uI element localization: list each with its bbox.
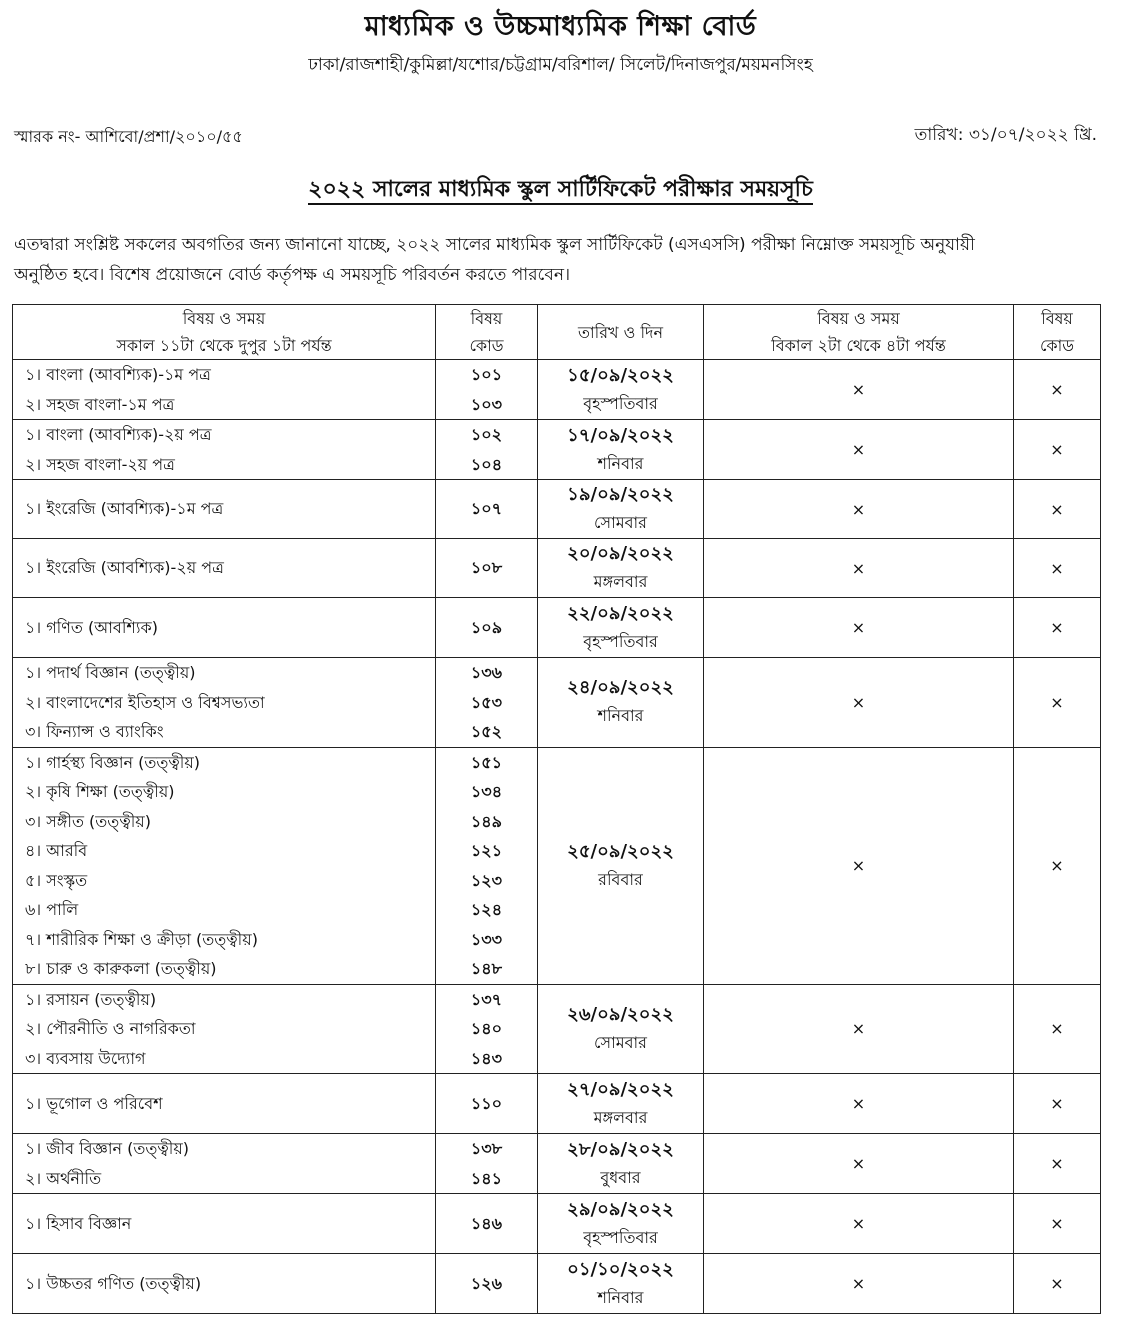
exam-date: ১৫/০৯/২০২২ (567, 364, 674, 386)
afternoon-subject-cell: × (704, 420, 1014, 480)
morning-subject-cell (13, 658, 436, 748)
document-title-text: ২০২২ সালের মাধ্যমিক স্কুল সার্টিফিকেট পরীক্ষার সময়সূচি (308, 177, 813, 205)
subject-line: ১। উচ্চতর গণিত (তত্ত্বীয়) (25, 1273, 202, 1293)
notice-paragraph (14, 230, 1104, 290)
afternoon-subject-cell: × (704, 1134, 1014, 1194)
subject-line: ১। গার্হস্থ্য বিজ্ঞান (তত্ত্বীয়) (25, 752, 200, 772)
subject-line: ৫। সংস্কৃত (25, 870, 88, 890)
afternoon-code-cell: × (1014, 984, 1101, 1074)
subject-code-cell (436, 480, 538, 539)
header-afternoon-code-l2: কোড (1039, 336, 1075, 355)
subject-code: ১৪৬ (470, 1213, 503, 1233)
date-day-cell (538, 1194, 704, 1254)
subject-code: ১৪৩ (470, 1048, 503, 1068)
header-date-day-text: তারিখ ও দিন (577, 322, 663, 342)
table-body (13, 360, 1101, 1314)
table-row (13, 420, 1101, 480)
header-date-day (538, 305, 704, 360)
subject-line: ১। জীব বিজ্ঞান (তত্ত্বীয়) (25, 1139, 190, 1158)
afternoon-code-cell: × (1014, 747, 1101, 984)
exam-date: ২৪/০৯/২০২২ (567, 677, 674, 699)
date-day-cell (538, 539, 704, 598)
table-row (13, 747, 1101, 984)
subject-code: ১৪৯ (470, 811, 503, 831)
date-day-cell (538, 1074, 704, 1134)
subject-line: ১। বাংলা (আবশ্যিক)-২য় পত্র (25, 425, 212, 444)
notice-line-1: এতদ্বারা সংশ্লিষ্ট সকলের অবগতির জন্য জানানো যাচ্ছে, ২০২২ সালের মাধ্যমিক স্কুল সার্টিফিকেট (এসএসসি) পরীক্ষা নিম্নোক্ত সময়সূচি অনুযায়ী (14, 235, 975, 255)
exam-day: বৃহস্পতিবার (583, 1227, 658, 1247)
header-afternoon-code (1014, 305, 1101, 360)
subject-code: ১০৮ (470, 558, 503, 578)
date-day-cell (538, 1134, 704, 1194)
morning-subject-cell (13, 984, 436, 1074)
table-row (13, 539, 1101, 598)
header-subject-code (436, 305, 538, 360)
afternoon-subject-cell: × (704, 984, 1014, 1074)
morning-subject-cell (13, 1134, 436, 1194)
subject-code-cell (436, 1194, 538, 1254)
table-row (13, 1074, 1101, 1134)
subject-line: ২। পৌরনীতি ও নাগরিকতা (25, 1019, 196, 1038)
afternoon-subject-cell: × (704, 539, 1014, 598)
afternoon-code-cell: × (1014, 539, 1101, 598)
subject-code-cell (436, 420, 538, 480)
subject-line: ১। ভূগোল ও পরিবেশ (25, 1093, 163, 1113)
table-row (13, 360, 1101, 420)
subject-code: ১৪১ (470, 1168, 503, 1188)
header-afternoon-subject-l2: বিকাল ২টা থেকে ৪টা পর্যন্ত (771, 336, 946, 355)
subject-code: ১০৪ (470, 454, 503, 474)
subject-code-cell (436, 658, 538, 748)
afternoon-subject-cell: × (704, 598, 1014, 658)
afternoon-code-cell: × (1014, 420, 1101, 480)
afternoon-subject-cell: × (704, 658, 1014, 748)
subject-line: ১। ইংরেজি (আবশ্যিক)-১ম পত্র (25, 499, 224, 519)
subject-code: ১০৯ (470, 617, 503, 637)
table-header-row (13, 305, 1101, 360)
morning-subject-cell (13, 1194, 436, 1254)
afternoon-code-cell: × (1014, 480, 1101, 539)
subject-line: ১। গণিত (আবশ্যিক) (25, 617, 158, 637)
exam-day: শনিবার (597, 1287, 644, 1307)
header-afternoon-subject-l1: বিষয় ও সময় (817, 309, 900, 328)
subject-code: ১০১ (470, 365, 503, 384)
date-day-cell (538, 1254, 704, 1314)
date-day-cell (538, 420, 704, 480)
header-afternoon-subject (704, 305, 1014, 360)
exam-date: ১৭/০৯/২০২২ (567, 424, 674, 446)
subject-code-cell (436, 747, 538, 984)
afternoon-subject-cell: × (704, 747, 1014, 984)
subject-line: ২। কৃষি শিক্ষা (তত্ত্বীয়) (25, 782, 175, 801)
exam-date: ২০/০৯/২০২২ (567, 543, 674, 564)
subject-code-cell (436, 360, 538, 420)
subject-code-cell (436, 539, 538, 598)
subject-line: ১। ইংরেজি (আবশ্যিক)-২য় পত্র (25, 558, 224, 578)
morning-subject-cell (13, 539, 436, 598)
exam-date: ১৯/০৯/২০২২ (567, 484, 674, 505)
exam-day: রবিবার (598, 869, 643, 889)
afternoon-subject-cell: × (704, 1194, 1014, 1254)
subject-code-cell (436, 984, 538, 1074)
subject-line: ২। সহজ বাংলা-২য় পত্র (25, 454, 175, 474)
afternoon-code-cell: × (1014, 1074, 1101, 1134)
header-morning-subject (13, 305, 436, 360)
header-afternoon-code-l1: বিষয় (1041, 309, 1073, 328)
exam-day: মঙ্গলবার (593, 572, 648, 591)
date-day-cell (538, 480, 704, 539)
subject-line: ৩। ফিন্যান্স ও ব্যাংকিং (25, 722, 164, 741)
afternoon-subject-cell: × (704, 480, 1014, 539)
subject-code: ১০৩ (470, 394, 503, 414)
exam-day: সোমবার (594, 513, 647, 532)
table-row (13, 1194, 1101, 1254)
table-row (13, 480, 1101, 539)
subject-line: ১। বাংলা (আবশ্যিক)-১ম পত্র (25, 365, 211, 384)
issue-date: তারিখ: ৩১/০৭/২০২২ খ্রি. (914, 125, 1097, 145)
date-day-cell (538, 658, 704, 748)
subject-line: ২। অর্থনীতি (25, 1168, 102, 1188)
date-day-cell (538, 360, 704, 420)
subject-line: ৩। ব্যবসায় উদ্যোগ (25, 1048, 146, 1068)
subject-line: ১। হিসাব বিজ্ঞান (25, 1213, 132, 1233)
subject-code: ১৩৭ (470, 989, 503, 1009)
date-day-cell (538, 747, 704, 984)
exam-day: বৃহস্পতিবার (583, 631, 658, 651)
exam-date: ২৮/০৯/২০২২ (567, 1138, 674, 1160)
afternoon-code-cell: × (1014, 658, 1101, 748)
subject-line: ৪। আরবি (25, 841, 88, 860)
afternoon-code-cell: × (1014, 1254, 1101, 1314)
subject-code: ১২১ (470, 841, 503, 860)
exam-date: ২৫/০৯/২০২২ (567, 840, 674, 862)
board-name: মাধ্যমিক ও উচ্চমাধ্যমিক শিক্ষা বোর্ড (364, 11, 757, 42)
table-row (13, 1254, 1101, 1314)
afternoon-code-cell: × (1014, 1134, 1101, 1194)
afternoon-subject-cell: × (704, 1254, 1014, 1314)
subject-line: ২। সহজ বাংলা-১ম পত্র (25, 394, 175, 414)
subject-code: ১২৪ (470, 900, 503, 919)
board-cities: ঢাকা/রাজশাহী/কুমিল্লা/যশোর/চট্টগ্রাম/বরিশাল/ সিলেট/দিনাজপুর/ময়মনসিংহ (308, 55, 813, 75)
exam-day: বুধবার (600, 1167, 641, 1187)
exam-schedule-table (12, 304, 1101, 1314)
header-subject-code-l2: কোড (469, 336, 504, 355)
afternoon-code-cell: × (1014, 598, 1101, 658)
subject-line: ১। রসায়ন (তত্ত্বীয়) (25, 989, 157, 1009)
subject-line: ৬। পালি (25, 900, 79, 919)
exam-day: শনিবার (597, 453, 644, 473)
subject-code-cell (436, 1074, 538, 1134)
morning-subject-cell (13, 480, 436, 539)
subject-code: ১২৬ (470, 1273, 503, 1293)
table-row (13, 658, 1101, 748)
subject-line: ২। বাংলাদেশের ইতিহাস ও বিশ্বসভ্যতা (25, 692, 265, 712)
date-day-cell (538, 598, 704, 658)
morning-subject-cell (13, 1254, 436, 1314)
exam-date: ০১/১০/২০২২ (567, 1258, 674, 1280)
document-title (0, 172, 1121, 209)
table-row (13, 1134, 1101, 1194)
exam-date: ২৯/০৯/২০২২ (567, 1198, 674, 1220)
subject-line: ৭। শারীরিক শিক্ষা ও ক্রীড়া (তত্ত্বীয়) (25, 929, 258, 949)
subject-code: ১৩৮ (470, 1139, 503, 1158)
header-subject-code-l1: বিষয় (470, 309, 503, 328)
subject-line: ৮। চারু ও কারুকলা (তত্ত্বীয়) (25, 959, 217, 978)
afternoon-code-cell: × (1014, 1194, 1101, 1254)
subject-code-cell (436, 598, 538, 658)
subject-code: ১৩৪ (470, 782, 503, 801)
morning-subject-cell (13, 360, 436, 420)
morning-subject-cell (13, 598, 436, 658)
morning-subject-cell (13, 747, 436, 984)
subject-code: ১৩৬ (470, 663, 503, 682)
subject-code: ১৪৮ (470, 959, 503, 978)
subject-code: ১৩৩ (470, 929, 503, 949)
notice-line-2: অনুষ্ঠিত হবে। বিশেষ প্রয়োজনে বোর্ড কর্তৃপক্ষ এ সময়সূচি পরিবর্তন করতে পারবেন। (14, 265, 571, 285)
exam-day: মঙ্গলবার (593, 1107, 648, 1127)
subject-line: ১। পদার্থ বিজ্ঞান (তত্ত্বীয়) (25, 663, 196, 682)
subject-line: ৩। সঙ্গীত (তত্ত্বীয়) (25, 811, 151, 831)
exam-date: ২৭/০৯/২০২২ (567, 1078, 674, 1100)
subject-code-cell (436, 1134, 538, 1194)
morning-subject-cell (13, 1074, 436, 1134)
subject-code: ১৫১ (470, 752, 503, 772)
exam-date: ২৬/০৯/২০২২ (567, 1003, 674, 1025)
subject-code: ১৫২ (470, 722, 503, 741)
exam-date: ২২/০৯/২০২২ (567, 602, 674, 624)
header-morning-subject-l2: সকাল ১১টা থেকে দুপুর ১টা পর্যন্ত (116, 336, 332, 355)
afternoon-subject-cell: × (704, 1074, 1014, 1134)
exam-day: শনিবার (597, 706, 644, 726)
morning-subject-cell (13, 420, 436, 480)
header-morning-subject-l1: বিষয় ও সময় (182, 309, 266, 328)
subject-code: ১২৩ (470, 870, 503, 890)
afternoon-code-cell: × (1014, 360, 1101, 420)
subject-code-cell (436, 1254, 538, 1314)
date-day-cell (538, 984, 704, 1074)
memo-number: স্মারক নং- আশিবো/প্রশা/২০১০/৫৫ (14, 127, 243, 146)
subject-code: ১৫৩ (470, 692, 503, 712)
afternoon-subject-cell: × (704, 360, 1014, 420)
table-row (13, 984, 1101, 1074)
exam-day: বৃহস্পতিবার (583, 393, 658, 413)
subject-code: ১১০ (470, 1093, 503, 1113)
table-row (13, 598, 1101, 658)
subject-code: ১৪০ (470, 1019, 503, 1038)
subject-code: ১০২ (470, 425, 503, 444)
exam-day: সোমবার (594, 1032, 647, 1052)
subject-code: ১০৭ (470, 499, 503, 519)
